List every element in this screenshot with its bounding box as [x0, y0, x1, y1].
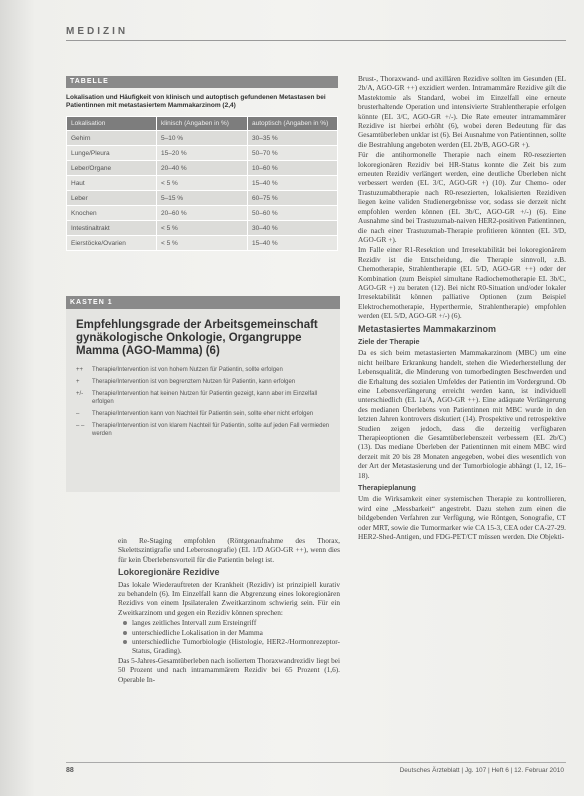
table-row: [67, 221, 338, 236]
grade-symbol: +: [76, 379, 80, 385]
page-number: 88: [66, 767, 74, 774]
table-row: [67, 161, 338, 176]
subheading: Therapieplanung: [358, 483, 416, 493]
column-header: klinisch (Angaben in %): [157, 117, 248, 131]
grade-symbol: ++: [76, 367, 84, 373]
table-cell: Leber: [67, 191, 157, 206]
paragraph: Im Falle einer R1-Resektion und Irresektabilität bei lokoregionärem Rezidiv ist die Entscheidung, die Therapie sinnvoll, z.B. Chemotherapie, Strahlentherapie (EL 5/D, AGO-GR ++) oder der Kombination (zum Beispiel simultane Radiochemotherapie EL 3b/C, AGO-GR +) zu beraten (12). Bei nicht R0-Situation und/oder lokaler Irresektabilität können palliative Optionen (zum Beispiel Elektrochemotherapie, Hyperthermie, Strahlentherapie) empfohlen werden (EL 5/D, AGO-GR +/-) (6).: [358, 245, 566, 321]
recommendation-row: [66, 408, 340, 420]
metastasis-table: [66, 116, 338, 251]
table-cell: Intestinaltrakt: [67, 221, 157, 236]
paragraph: Für die antihormonelle Therapie nach einem R0-resezierten lokoregionären Rezidiv bei HR-Status konnte die Zeit bis zum erneuten Rezidiv verlängert werden, eine deutliche Überleben nicht verbessert werden (EL 3/C, AGO-GR +) (10). Zur Chemo- oder Trastuzumabtherapie nach R0-resezierten, lokalisierten Rezidiven liegen keine validen Studienergebnisse vor, sodass sie derzeit nicht empfohlen werden können (EL 3b/C, AGO-GR +/-) (6). Eine Ausnahme sind bei Trastuzumab-naiven HER2-positiven Patientinnen, die nach einer Trastuzumab-Therapie profitieren könnten (EL 3/D, AGO-GR +).: [358, 150, 566, 244]
right-column: [358, 74, 566, 543]
table-row: [67, 146, 338, 161]
grade-text: Therapie/Intervention ist von begrenztem Nutzen für Patientin, kann erfolgen: [92, 379, 296, 385]
table-cell: Eierstöcke/Ovarien: [67, 236, 157, 251]
column-header: autoptisch (Angaben in %): [248, 117, 338, 131]
table-cell: < 5 %: [157, 236, 248, 251]
list-item: langes zeitliches Intervall zum Ersteingriff: [132, 618, 340, 627]
table-row: [67, 131, 338, 146]
paragraph: Da es sich beim metastasierten Mammakarzinom (MBC) um eine nicht heilbare Erkrankung handelt, stehen die Wiederherstellung der Lebensqualität, die Minderung von tumorbedingten Beschwerden und die Erhaltung des sozialen Umfeldes der Patientin im Vordergrund. Ob eine Lebensverlängerung erreicht werden kann, ist individuell unterschiedlich (EL 1a/A, AGO-GR ++). Eine adäquate Verlängerung des medianen Überlebens von Patientinnen mit MBC wurde in den letzten Jahren kontrovers diskutiert (14). Prospektive und retrospektive Studien zeigen jedoch, dass die derzeitig verfügbaren Therapieoptionen die Gesamtüberlebenszeit verbessern (EL 2b/C) (13). Das mediane Überleben der Patientinnen mit einem MBC wird derzeit mit 20 bis 28 Monaten angegeben, wobei dies wesentlich von der Art der Metastasierung und der Tumorbiologie abhängt (1, 12, 16–18).: [358, 348, 566, 480]
table-cell: 60–75 %: [248, 191, 338, 206]
table-cell: 30–35 %: [248, 131, 338, 146]
grade-symbol: – –: [76, 423, 85, 429]
table-row: [67, 191, 338, 206]
grade-symbol: –: [76, 411, 80, 417]
table-cell: 5–15 %: [157, 191, 248, 206]
table-cell: 10–60 %: [248, 161, 338, 176]
grade-symbol: +/-: [76, 391, 84, 397]
recommendation-row: [66, 376, 340, 388]
list-item: unterschiedliche Lokalisation in der Mamma: [132, 628, 340, 637]
grade-text: Therapie/Intervention kann von Nachteil für Patientin sein, sollte eher nicht erfolgen: [92, 411, 314, 417]
table-cell: 50–70 %: [248, 146, 338, 161]
table-cell: Haut: [67, 176, 157, 191]
table-cell: 5–10 %: [157, 131, 248, 146]
table-cell: Gehirn: [67, 131, 157, 146]
grade-text: Therapie/Intervention ist von klarem Nachteil für Patientin, sollte auf jeden Fall vermieden werden: [92, 423, 330, 437]
table-cell: < 5 %: [157, 221, 248, 236]
table-cell: 20–40 %: [157, 161, 248, 176]
recommendation-row: [66, 364, 340, 376]
table-cell: 15–40 %: [248, 236, 338, 251]
table-cell: Lunge/Pleura: [67, 146, 157, 161]
grade-text: Therapie/Intervention ist von hohem Nutzen für Patientin, sollte erfolgen: [92, 367, 283, 373]
table-caption: Lokalisation und Häufigkeit von klinisch und autoptisch gefundenen Metastasen bei Patientinnen mit metastasiertem Mammakarzinom (2,4): [66, 94, 326, 109]
paragraph: Das lokale Wiederauftreten der Krankheit (Rezidiv) ist prinzipiell kurativ zu behandeln (6). Im Einzelfall kann die Abgrenzung eines lokoregionären Rezidivs von einem Ipsilateralen Zweitkarzinom schwierig sein. Für ein Zweitkarzinom und gegen ein Rezidiv können sprechen:: [118, 579, 340, 617]
bullet-list: [118, 618, 340, 656]
table-row: [67, 176, 338, 191]
paragraph: ein Re-Staging empfohlen (Röntgenaufnahme des Thorax, Skelettszintigrafie und Leberosnografie) (EL 1/D AGO-GR ++), wenn dies für kein Überlebensvorteil für die Patientin belegt ist.: [118, 536, 340, 564]
column-header: Lokalisation: [67, 117, 157, 131]
table-cell: 15–40 %: [248, 176, 338, 191]
list-item: unterschiedliche Tumorbiologie (Histologie, HER2-/Hormonrezeptor-Status, Grading).: [132, 637, 340, 656]
table-cell: Knochen: [67, 206, 157, 221]
table-row: [67, 206, 338, 221]
paragraph: Das 5-Jahres-Gesamtüberleben nach isoliertem Thoraxwandrezidiv liegt bei 50 Prozent und nach intramammärem Rezidiv bei 65 Prozent (1,6). Operable In-: [118, 655, 340, 684]
paragraph: Brust-, Thoraxwand- und axillären Rezidive sollten im Gesunden (EL 2b/A, AGO-GR ++) exzidiert werden. Intramammäre Rezidive gilt die Mastektomie als Standard, wobei im Einzelfall eine erneute brusterhaltende Operation und intensivierte Strahlentherapie erfolgen könnte (EL 3/C, AGO-GR +/-). Die Rate erneuter intramammärer Rezidive ist hierbei erhöht (6), wobei deren Bedeutung für das Gesamtüberleben unklar ist (6). Bei Ausnahme von Patientinnen, sollte die Bestrahlung angeboten werden (EL 2b/B, AGO-GR +).: [358, 74, 566, 149]
table-cell: Leber/Organe: [67, 161, 157, 176]
table-label: TABELLE: [66, 76, 338, 88]
paragraph: Um die Wirksamkeit einer systemischen Therapie zu kontrollieren, wird eine „Messbarkeit“ angestrebt. Dazu stehen zum einen die bildgebenden Verfahren zur Verfügung, wie Röntgen, Sonografie, CT oder MRT, sowie die Tumormarker wie CA 15-3, CEA oder CA-27-29. HER2-Shed-Antigen, und FDG-PET/CT müssen werden. Die Objekti-: [358, 494, 566, 542]
table-cell: 50–60 %: [248, 206, 338, 221]
recommendation-row: [66, 388, 340, 408]
top-rule: [66, 40, 566, 41]
table-cell: 30–40 %: [248, 221, 338, 236]
info-box: [66, 296, 340, 492]
section-rubric: MEDIZIN: [66, 26, 129, 37]
table-cell: < 5 %: [157, 176, 248, 191]
left-column: [118, 536, 340, 685]
table-row: [67, 236, 338, 251]
box-label: KASTEN 1: [66, 296, 340, 309]
box-title: Empfehlungsgrade der Arbeitsgemeinschaft gynäkologische Onkologie, Organgruppe Mamma (AGO-Mamma) (6): [76, 319, 318, 357]
journal-citation: Deutsches Ärzteblatt | Jg. 107 | Heft 6 | 12. Februar 2010: [399, 767, 564, 774]
table-header-row: [67, 117, 338, 131]
table-box: [66, 76, 338, 251]
subheading: Ziele der Therapie: [358, 336, 420, 346]
footer-rule: [66, 762, 566, 763]
table-cell: 20–60 %: [157, 206, 248, 221]
section-heading: Metastasiertes Mammakarzinom: [358, 323, 497, 334]
table-cell: 15–20 %: [157, 146, 248, 161]
section-heading: Lokoregionäre Rezidive: [118, 567, 220, 578]
grade-text: Therapie/Intervention hat keinen Nutzen für Patientin gezeigt, kann aber im Einzelfall erfolgen: [92, 391, 318, 405]
recommendation-row: [66, 420, 340, 440]
